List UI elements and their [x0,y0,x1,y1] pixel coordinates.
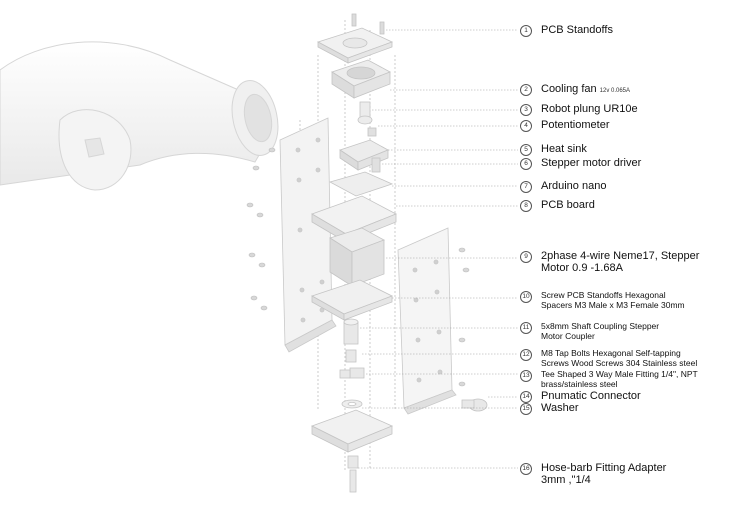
callout-text: Hose-barb Fitting Adapter 3mm ,"1/4 [541,462,667,486]
callout-16 [520,462,666,486]
callout-2 [520,83,630,97]
callout-9 [520,250,699,274]
callout-text: M8 Tap Bolts Hexagonal Self-tapping Screws Wood Screws 304 Stainless steel [541,348,698,368]
callout-number: 13 [520,370,532,382]
callout-number: 9 [520,251,532,263]
callout-text: Arduino nano [541,180,607,192]
callout-4 [520,119,609,132]
callout-number: 12 [520,349,532,361]
callout-5 [520,143,587,156]
callout-6 [520,157,641,170]
callout-13 [520,369,698,389]
callout-7 [520,180,606,193]
callout-number: 7 [520,181,532,193]
callout-main-text: Cooling fan [541,83,597,95]
callout-text: Stepper motor driver [541,157,642,169]
callout-text: 2phase 4-wire Neme17, Stepper Motor 0.9 -1.68A [541,250,700,274]
callout-3 [520,103,638,116]
callout-text: Robot plung UR10e [541,103,638,115]
callout-number: 3 [520,104,532,116]
callout-number: 8 [520,200,532,212]
callout-text: Pnumatic Connector [541,390,641,402]
callout-number: 1 [520,25,532,37]
callout-text: Heat sink [541,143,587,155]
callout-text [541,83,630,97]
callout-number: 14 [520,391,532,403]
callout-1 [520,24,613,37]
callout-10 [520,290,685,310]
callout-number: 10 [520,291,532,303]
callout-text: Screw PCB Standoffs Hexagonal Spacers M3 Male x M3 Female 30mm [541,290,685,310]
callout-subtext: 12v 0.065A [599,88,631,94]
callout-8 [520,199,595,212]
callout-15 [520,402,579,415]
callout-number: 5 [520,144,532,156]
callout-text: Tee Shaped 3 Way Male Fitting 1/4", NPT brass/stainless steel [541,369,698,389]
callout-text: PCB board [541,199,595,211]
callout-12 [520,348,697,368]
callout-number: 16 [520,463,532,475]
callout-number: 4 [520,120,532,132]
callout-text: Washer [541,402,579,414]
callout-text: Potentiometer [541,119,610,131]
callout-text: PCB Standoffs [541,24,613,36]
callout-text: 5x8mm Shaft Coupling Stepper Motor Coupler [541,321,660,341]
callout-number: 11 [520,322,532,334]
callout-number: 15 [520,403,532,415]
callout-11 [520,321,659,341]
callout-number: 2 [520,84,532,96]
callout-number: 6 [520,158,532,170]
